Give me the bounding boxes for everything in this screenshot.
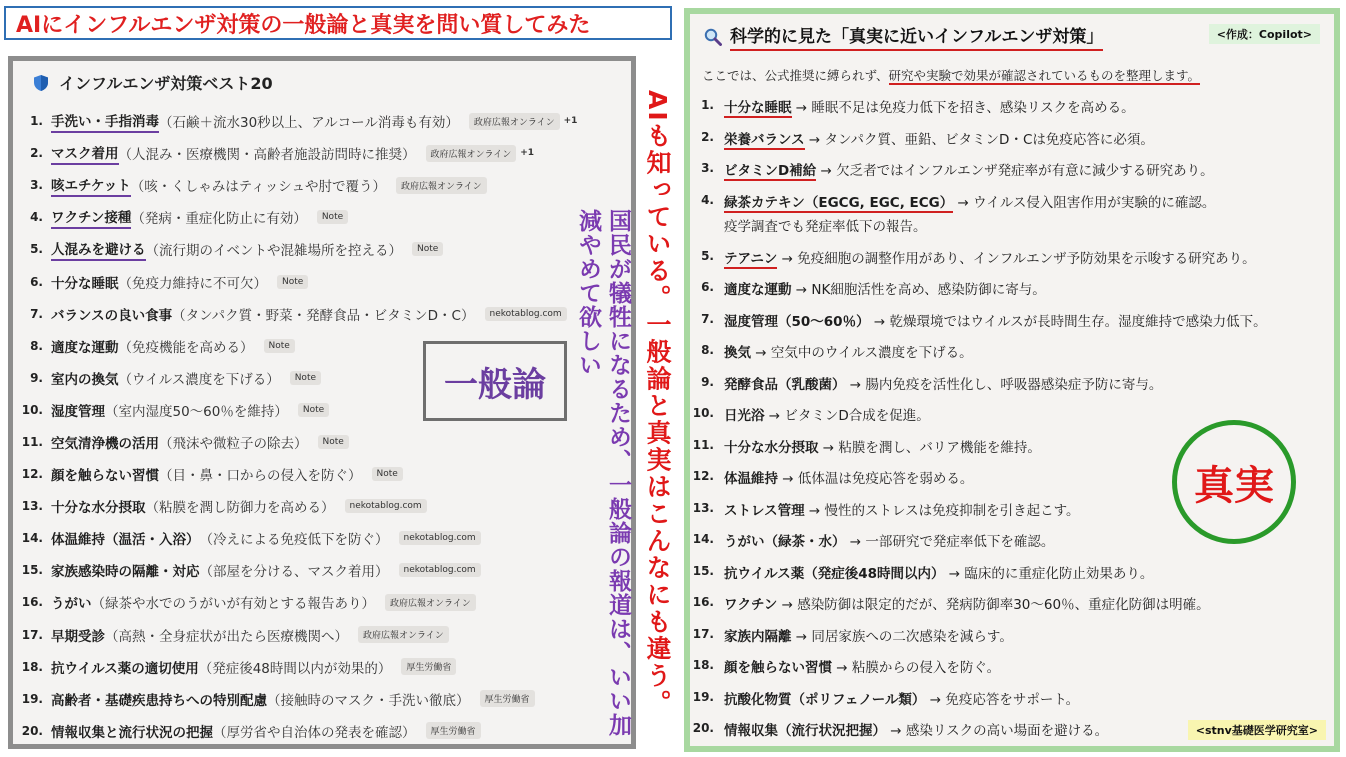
item-number: 13. [21, 499, 43, 514]
left-list-item [13, 169, 613, 201]
magnifier-icon [704, 28, 722, 46]
source-badge[interactable]: Note [317, 210, 348, 224]
item-title: 空気清浄機の活用 [51, 435, 159, 452]
item-title: 日光浴 [724, 408, 765, 424]
item-title: 高齢者・基礎疾患持ちへの特別配慮 [51, 692, 267, 709]
item-number: 2. [30, 146, 43, 161]
item-title: 手洗い・手指消毒 [51, 110, 159, 133]
item-desc: → ビタミンD合成を促進。 [764, 408, 930, 424]
left-list-item [13, 265, 613, 297]
main-title: AIにインフルエンザ対策の一般論と真実を問い質してみた [4, 6, 672, 40]
item-title: 咳エチケット [51, 174, 131, 197]
item-body [724, 593, 1210, 613]
item-body [724, 96, 1135, 116]
item-desc: → 感染リスクの高い場面を避ける。 [886, 723, 1109, 739]
source-badge[interactable]: Note [264, 339, 295, 353]
item-desc: → 欠乏者ではインフルエンザ発症率が有意に減少する研究あり。 [816, 163, 1214, 179]
item-number: 1. [701, 98, 714, 112]
truth-label: 真実 [1172, 420, 1296, 544]
source-badge[interactable]: 政府広報オンライン [396, 177, 487, 194]
source-badge[interactable]: Note [298, 403, 329, 417]
item-title: 栄養バランス [724, 131, 805, 148]
item-title: ワクチン接種 [51, 206, 131, 229]
item-body [724, 436, 1041, 456]
item-desc: → 睡眠不足は免疫力低下を招き、感染リスクを高める。 [791, 100, 1135, 116]
item-desc: （粘膜を潤し防御力を高める） [145, 500, 335, 517]
item-desc: → 粘膜からの侵入を防ぐ。 [832, 660, 1001, 676]
item-title: 人混みを避ける [51, 238, 146, 261]
source-badge[interactable]: Note [318, 435, 349, 449]
item-number: 7. [701, 311, 714, 326]
intro-a: ここでは、公式推奨に縛られず、 [702, 68, 889, 83]
item-number: 8. [30, 338, 43, 353]
item-title: 抗ウイルス薬の適切使用 [51, 660, 199, 677]
source-badge[interactable]: nekotablog.com [399, 563, 481, 577]
source-badge[interactable]: Note [372, 467, 403, 481]
source-badge[interactable]: 厚生労働省 [426, 722, 481, 739]
item-desc: → 低体温は免疫応答を弱める。 [778, 471, 974, 487]
right-list-item [690, 191, 1340, 247]
right-list-item [690, 656, 1340, 688]
left-list-item [13, 105, 613, 137]
item-number: 18. [21, 659, 43, 674]
left-list-item [13, 586, 613, 618]
right-list-item [690, 310, 1340, 342]
source-badge[interactable]: Note [277, 275, 308, 289]
left-list-item [13, 233, 613, 265]
right-list-item [690, 625, 1340, 657]
source-badge[interactable]: 政府広報オンライン [358, 626, 449, 643]
item-desc: （飛沫や微粒子の除去） [159, 435, 308, 452]
item-number: 15. [21, 563, 43, 578]
item-title: 家族感染時の隔離・対応 [51, 564, 200, 581]
item-sub: 疫学調査でも発症率低下の報告。 [724, 218, 927, 235]
item-desc: → 免疫応答をサポート。 [925, 691, 1080, 708]
item-title: 体温維持（温活・入浴） [51, 532, 200, 549]
item-title: うがい（緑茶・水） [724, 534, 846, 550]
item-number: 1. [30, 114, 43, 129]
vertical-purple-text: 国民が犠牲になるため、一般論の報道は、いい加減やめて欲しい [575, 209, 631, 737]
item-desc: （咳・くしゃみはティッシュや肘で覆う） [130, 179, 386, 196]
item-number: 17. [692, 626, 714, 641]
source-badge[interactable]: nekotablog.com [485, 307, 567, 321]
item-title: 体温維持 [724, 471, 778, 487]
left-list-item [13, 137, 613, 169]
item-number: 14. [692, 532, 714, 546]
shield-icon [33, 74, 49, 92]
source-badge[interactable]: Note [290, 371, 321, 385]
item-title: 情報収集と流行状況の把握 [51, 724, 213, 741]
source-extra: +1 [520, 148, 535, 159]
item-desc: → 臨床的に重症化防止効果あり。 [944, 565, 1154, 582]
left-list-item [13, 426, 613, 458]
item-number: 19. [21, 691, 43, 706]
item-desc: （発症後48時間以内が効果的） [198, 660, 392, 677]
source-badge[interactable]: 厚生労働省 [401, 658, 456, 675]
item-body [724, 499, 1080, 519]
left-list-item [13, 683, 613, 715]
source-badge[interactable]: Note [412, 242, 443, 256]
left-list-item [13, 715, 613, 747]
item-title: 抗酸化物質（ポリフェノール類） [724, 691, 926, 708]
item-title: 抗ウイルス薬（発症後48時間以内） [724, 565, 945, 582]
item-body [724, 310, 1267, 330]
item-body [724, 373, 1162, 393]
left-heading [33, 71, 273, 94]
item-title: 十分な水分摂取 [51, 500, 146, 517]
item-number: 6. [701, 280, 714, 294]
item-desc: → ウイルス侵入阻害作用が実験的に確認。 [953, 194, 1216, 211]
item-title: 顔を触らない習慣 [51, 468, 159, 485]
right-list-item [690, 96, 1340, 128]
item-desc: （免疫機能を高める） [118, 339, 254, 356]
vertical-red-text: AIも知っている。一般論と真実はこんなにも違う。 [643, 90, 672, 717]
item-desc: （目・鼻・口からの侵入を防ぐ） [159, 468, 362, 485]
item-desc: → 空気中のウイルス濃度を下げる。 [751, 345, 973, 361]
item-title: 発酵食品（乳酸菌） [724, 376, 846, 393]
item-title: ワクチン [724, 597, 778, 613]
right-list-item [690, 247, 1340, 279]
source-badge[interactable]: 政府広報オンライン [426, 145, 517, 162]
item-desc: （石鹸＋流水30秒以上、アルコール消毒も有効） [159, 115, 459, 132]
item-title: 換気 [724, 345, 751, 361]
item-number: 11. [692, 437, 714, 452]
left-heading-text: インフルエンザ対策ベスト20 [59, 74, 273, 93]
item-desc: → 腸内免疫を活性化し、呼吸器感染症予防に寄与。 [845, 376, 1163, 393]
item-body [724, 247, 1256, 267]
item-desc: → 同居家族への二次感染を減らす。 [791, 628, 1013, 645]
item-number: 15. [692, 563, 714, 578]
item-number: 7. [30, 306, 43, 321]
item-desc: → 免疫細胞の調整作用があり、インフルエンザ予防効果を示唆する研究あり。 [777, 250, 1256, 267]
item-desc: → 感染防御は限定的だが、発病防御率30〜60％、重症化防御は明確。 [777, 597, 1210, 613]
right-list-item [690, 562, 1340, 594]
item-title: 適度な運動 [724, 282, 792, 298]
item-number: 11. [21, 434, 43, 449]
item-title: ビタミンD補給 [724, 163, 817, 179]
item-number: 5. [30, 242, 43, 257]
item-desc: → NK細胞活性を高め、感染防御に寄与。 [791, 282, 1046, 298]
left-list-item [13, 522, 613, 554]
item-body [724, 467, 973, 487]
left-list-item [13, 201, 613, 233]
left-list-item [13, 490, 613, 522]
source-extra: +1 [563, 116, 578, 127]
item-number: 3. [701, 161, 714, 175]
item-desc: （厚労省や自治体の発表を確認） [213, 724, 416, 741]
item-body [724, 128, 1154, 148]
source-badge[interactable]: 政府広報オンライン [385, 594, 476, 611]
item-title: ストレス管理 [724, 502, 805, 519]
source-badge[interactable]: nekotablog.com [399, 531, 481, 545]
item-body [724, 625, 1013, 645]
item-desc: （免疫力維持に不可欠） [118, 275, 267, 292]
item-number: 16. [692, 595, 714, 609]
right-panel [684, 8, 1340, 752]
right-list-item [690, 688, 1340, 720]
item-title: 湿度管理 [51, 403, 105, 420]
source-badge[interactable]: nekotablog.com [345, 499, 427, 513]
item-title: うがい [51, 596, 92, 613]
left-list-item [13, 619, 613, 651]
left-list-item [13, 651, 613, 683]
item-body [724, 159, 1214, 179]
item-title: 湿度管理（50〜60％） [724, 313, 870, 330]
item-number: 4. [30, 210, 43, 225]
item-title: 室内の換気 [51, 371, 119, 388]
item-title: 早期受診 [51, 628, 105, 645]
right-heading [704, 22, 1103, 51]
item-desc: （冷えによる免疫低下を防ぐ） [199, 532, 389, 549]
item-body [724, 562, 1153, 582]
item-number: 4. [701, 192, 714, 207]
item-desc: （タンパク質・野菜・発酵食品・ビタミンD・C） [172, 307, 475, 324]
item-desc: （ウイルス濃度を下げる） [118, 371, 280, 388]
item-number: 3. [30, 178, 43, 193]
item-number: 18. [692, 658, 714, 672]
right-list-item [690, 159, 1340, 191]
item-desc: （部屋を分ける、マスク着用） [199, 564, 389, 581]
left-list-item [13, 298, 613, 330]
left-panel [8, 56, 636, 749]
item-title: 家族内隔離 [724, 628, 792, 645]
item-desc: （接触時のマスク・手洗い徹底） [267, 692, 470, 709]
left-list-item [13, 458, 613, 490]
item-number: 19. [692, 689, 714, 704]
item-number: 10. [21, 402, 43, 417]
lab-tag: <stnv基礎医学研究室> [1188, 720, 1326, 740]
item-desc: （緑茶や水でのうがいが有効とする報告あり） [91, 596, 375, 613]
right-heading-text: 科学的に見た「真実に近いインフルエンザ対策」 [730, 22, 1103, 51]
item-title: 緑茶カテキン（EGCG, EGC, ECG） [724, 194, 954, 211]
item-number: 17. [21, 627, 43, 642]
item-number: 5. [701, 248, 714, 263]
item-title: 適度な運動 [51, 339, 119, 356]
item-desc: → タンパク質、亜鉛、ビタミンD・Cは免疫応答に必須。 [804, 131, 1154, 148]
item-title: テアニン [724, 250, 778, 267]
item-number: 20. [692, 721, 714, 735]
right-list-item [690, 593, 1340, 625]
item-body [724, 656, 1000, 676]
item-desc: → 一部研究で発症率低下を確認。 [845, 534, 1055, 550]
item-title: 十分な睡眠 [724, 100, 792, 116]
item-number: 2. [701, 129, 714, 144]
right-list-item [690, 278, 1340, 310]
item-body [724, 191, 1215, 235]
item-desc: → 粘膜を潤し、バリア機能を維持。 [818, 439, 1041, 456]
item-title: 十分な睡眠 [51, 275, 119, 292]
item-desc: （発病・重症化防止に有効） [131, 211, 307, 228]
right-intro [702, 66, 1200, 84]
item-number: 16. [21, 595, 43, 610]
item-desc: （流行期のイベントや混雑場所を控える） [145, 243, 402, 260]
item-body [724, 530, 1054, 550]
item-number: 9. [701, 374, 714, 389]
item-desc: （人混み・医療機関・高齢者施設訪問時に推奨） [118, 147, 416, 164]
left-list-item [13, 554, 613, 586]
item-number: 10. [692, 406, 714, 420]
item-desc: （高熱・全身症状が出たら医療機関へ） [105, 628, 348, 645]
item-body [724, 404, 930, 424]
item-body [724, 688, 1079, 708]
item-number: 9. [30, 370, 43, 385]
item-number: 14. [21, 531, 43, 546]
intro-b: 研究や実験で効果が確認されているものを整理します。 [888, 68, 1201, 83]
item-title: バランスの良い食事 [51, 307, 173, 324]
left-list [13, 105, 613, 747]
right-list-item [690, 373, 1340, 405]
item-title: 顔を触らない習慣 [724, 660, 832, 676]
item-number: 8. [701, 343, 714, 357]
source-badge[interactable]: 政府広報オンライン [469, 113, 560, 130]
item-number: 12. [692, 469, 714, 483]
item-desc: （室内湿度50〜60％を維持） [105, 403, 288, 420]
general-label: 一般論 [423, 341, 567, 421]
item-title: 十分な水分摂取 [724, 439, 819, 456]
item-desc: → 慢性的ストレスは免疫抑制を引き起こす。 [804, 502, 1080, 519]
right-list-item [690, 128, 1340, 160]
right-list-item [690, 341, 1340, 373]
item-body [724, 341, 973, 361]
item-number: 12. [21, 467, 43, 482]
item-title: マスク着用 [51, 142, 119, 165]
copilot-tag: <作成：Copilot> [1209, 24, 1320, 44]
item-number: 13. [692, 500, 714, 515]
item-number: 6. [30, 274, 43, 289]
item-title: 情報収集（流行状況把握） [724, 723, 886, 739]
item-body [724, 278, 1046, 298]
item-body [724, 719, 1108, 739]
source-badge[interactable]: 厚生労働省 [480, 690, 535, 707]
item-desc: → 乾燥環境ではウイルスが長時間生存。湿度維持で感染力低下。 [869, 313, 1267, 330]
item-number: 20. [21, 723, 43, 738]
